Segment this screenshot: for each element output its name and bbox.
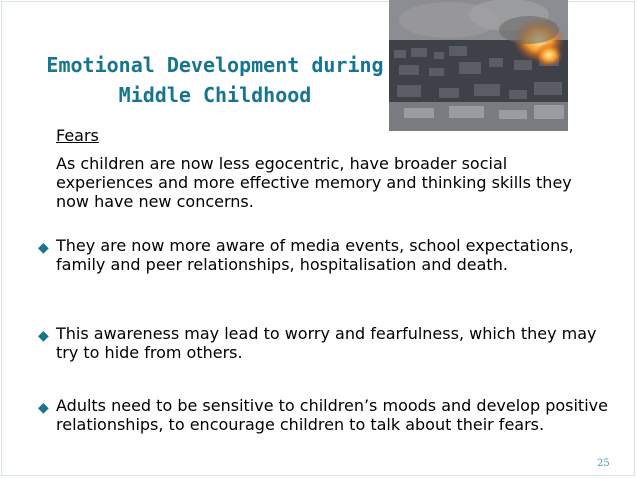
bullet-text: This awareness may lead to worry and fearfulness, which they may try to hide from others. <box>56 324 597 362</box>
bullet-text: Adults need to be sensitive to children’s moods and develop positive relationships, to encourage children to talk about their fears. <box>56 396 608 434</box>
fears-heading: Fears <box>56 126 99 145</box>
diamond-bullet-icon: ◆ <box>38 240 49 256</box>
bullet-text: They are now more aware of media events, school expectations, family and peer relationships, hospitalisation and death. <box>56 236 574 274</box>
intro-paragraph: As children are now less egocentric, have broader social experiences and more effective memory and thinking skills they now have new concerns. <box>56 154 572 211</box>
bullet-item <box>38 324 613 362</box>
diamond-bullet-icon: ◆ <box>38 400 49 416</box>
slide-title-line-1: Emotional Development during <box>46 53 384 77</box>
diamond-bullet-icon: ◆ <box>38 328 49 344</box>
slide-title-line-2: Middle Childhood <box>118 83 312 107</box>
bullet-item <box>38 236 613 274</box>
bullet-item <box>38 396 613 434</box>
page-number: 25 <box>597 458 610 469</box>
